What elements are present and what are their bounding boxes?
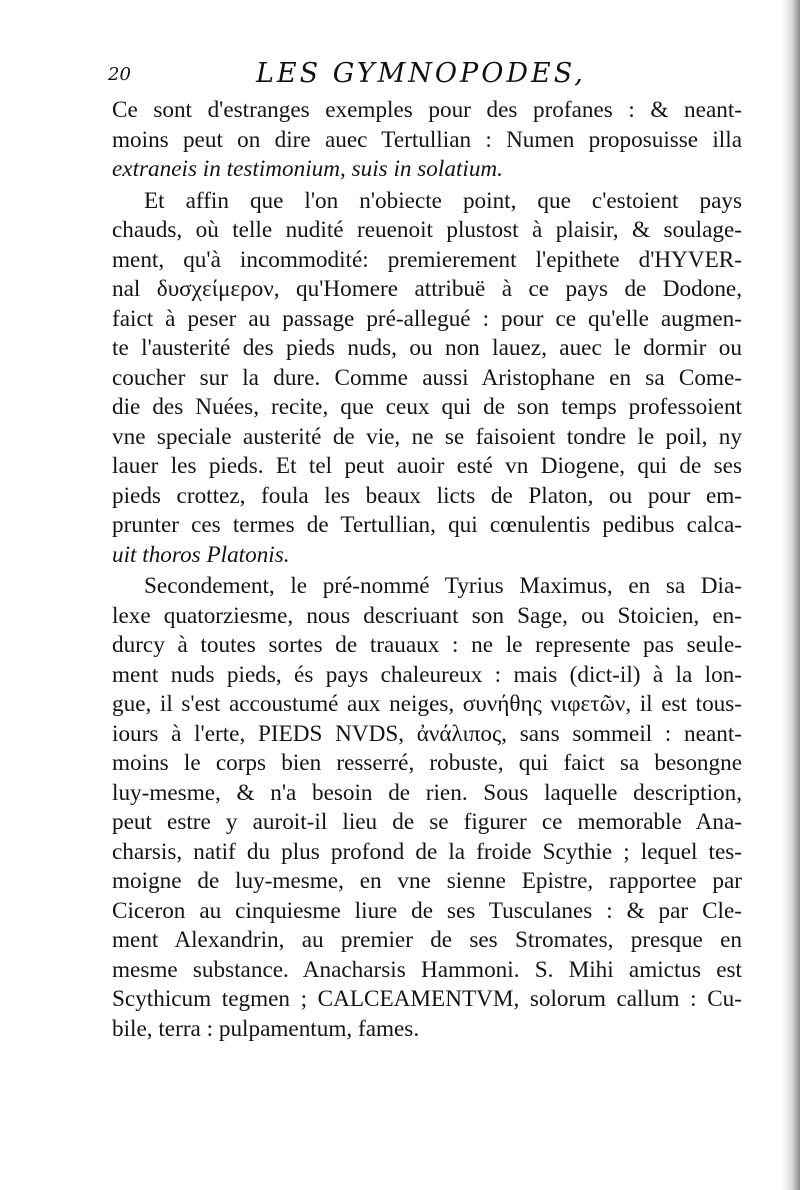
text-line: charsis, natif du plus profond de la froide Scythie ; lequel tes- bbox=[112, 838, 742, 865]
text-line: prunter ces termes de Tertullian, qui cœnulentis pedibus calca- bbox=[112, 512, 742, 538]
text-line: moins peut on dire auec Tertullian : Numen proposuisse illa bbox=[112, 126, 742, 153]
text-line: extraneis in testimonium, suis in solatium. bbox=[112, 156, 503, 182]
text-line: moigne de luy-mesme, en vne sienne Epistre, rapportee par bbox=[112, 868, 742, 894]
page-header bbox=[108, 58, 668, 92]
text-line: Ciceron au cinquiesme liure de ses Tusculanes : & par Cle- bbox=[112, 897, 742, 924]
text-line: moins le corps bien resserré, robuste, qui faict sa besongne bbox=[112, 750, 742, 776]
text-line: chauds, où telle nudité reuenoit plustost à plaisir, & soulage- bbox=[112, 217, 742, 243]
text-line: Et affin que l'on n'obiecte point, que c'estoient pays bbox=[144, 187, 742, 214]
text-line: durcy à toutes sortes de trauaux : ne le represente pas seule- bbox=[112, 632, 742, 658]
text-line: lauer les pieds. Et tel peut auoir esté vn Diogene, qui de ses bbox=[112, 453, 742, 479]
text-line: pieds crottez, foula les beaux licts de Platon, ou pour em- bbox=[112, 482, 742, 509]
text-line: die des Nuées, recite, que ceux qui de son temps professoient bbox=[112, 394, 742, 420]
text-line: ment nuds pieds, és pays chaleureux : mais (dict-il) à la lon- bbox=[112, 661, 742, 688]
text-line: vne speciale austerité de vie, ne se faisoient tondre le poil, ny bbox=[112, 423, 742, 450]
text-line: te l'austerité des pieds nuds, ou non lauez, auec le dormir ou bbox=[112, 335, 742, 361]
text-line: luy-mesme, & n'a besoin de rien. Sous laquelle description, bbox=[112, 779, 742, 806]
text-line: iours à l'erte, PIEDS NVDS, ἀνάλιπος, sans sommeil : neant- bbox=[112, 720, 742, 747]
text-line: Ce sont d'estranges exemples pour des profanes : & neant- bbox=[112, 97, 742, 123]
text-line: bile, terra : pulpamentum, fames. bbox=[112, 1015, 420, 1042]
text-line: Secondement, le pré-nommé Tyrius Maximus, en sa Dia- bbox=[144, 573, 742, 599]
running-title: LES GYMNOPODES, bbox=[256, 58, 586, 89]
page-number: 20 bbox=[108, 64, 131, 85]
text-line: Scythicum tegmen ; CALCEAMENTVM, solorum callum : Cu- bbox=[112, 986, 742, 1012]
text-line: uit thoros Platonis. bbox=[112, 541, 290, 568]
text-line: ment, qu'à incommodité: premierement l'epithete d'HYVER- bbox=[112, 246, 742, 273]
text-line: mesme substance. Anacharsis Hammoni. S. Mihi amictus est bbox=[112, 956, 742, 983]
text-line: gue, il s'est accoustumé aux neiges, συνήθης νιφετῶν, il est tous- bbox=[112, 691, 742, 717]
text-line: ment Alexandrin, au premier de ses Stromates, presque en bbox=[112, 927, 742, 953]
text-line: coucher sur la dure. Comme aussi Aristophane en sa Come- bbox=[112, 364, 742, 391]
text-line: lexe quatorziesme, nous descriuant son Sage, ou Stoicien, en- bbox=[112, 602, 742, 629]
text-line: peut estre y auroit-il lieu de se figurer ce memorable Ana- bbox=[112, 809, 742, 835]
text-line: faict à peser au passage pré-allegué : pour ce qu'elle augmen- bbox=[112, 305, 742, 332]
page-edge-shadow bbox=[782, 0, 800, 1190]
text-line: nal δυσχείμερον, qu'Homere attribuë à ce pays de Dodone, bbox=[112, 276, 742, 302]
body-text bbox=[112, 96, 742, 1044]
